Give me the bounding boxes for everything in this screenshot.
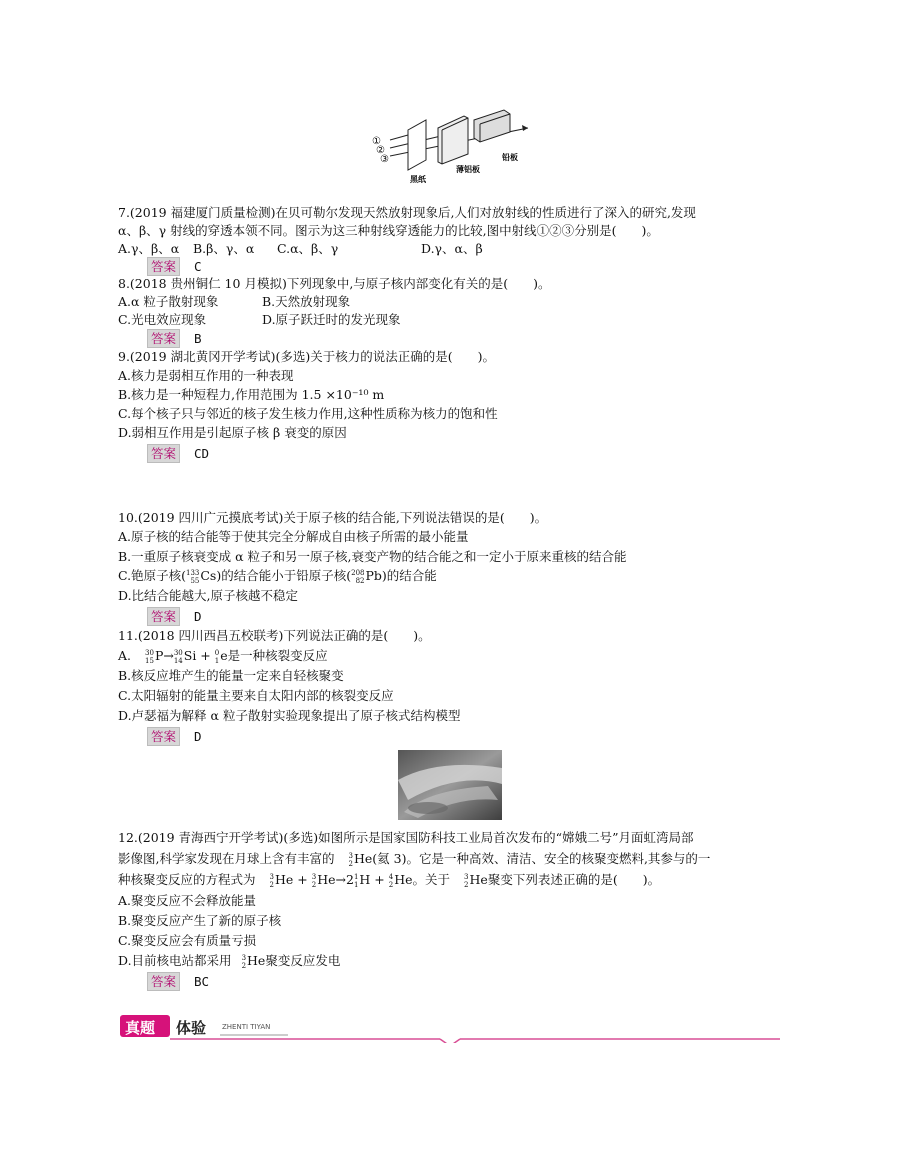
q9-option-b: B.核力是一种短程力,作用范围为 1.5 ×10⁻¹⁰ m [118, 387, 385, 402]
q7-stem-line1: 7.(2019 福建厦门质量检测)在贝可勒尔发现天然放射现象后,人们对放射线的性质进行了深入的研究,发现 [118, 205, 696, 220]
answer-badge: 答案 [147, 444, 180, 463]
q9-answer-value: CD [194, 445, 210, 461]
section-header-zhenti-tiyan [120, 1013, 780, 1043]
q11-option-c: C.太阳辐射的能量主要来自太阳内部的核裂变反应 [118, 688, 394, 703]
q12-answer [147, 972, 209, 990]
q11-stem: 11.(2018 四川西昌五校联考)下列说法正确的是( )。 [118, 628, 431, 643]
q10-option-d: D.比结合能越大,原子核越不稳定 [118, 588, 299, 603]
answer-badge: 答案 [147, 727, 180, 746]
penetration-diagram [368, 106, 538, 186]
ray-label-1: ① [372, 136, 381, 147]
q7-stem-line2: α、β、γ 射线的穿透本领不同。图示为这三种射线穿透能力的比较,图中射线①②③分别是( )。 [118, 223, 659, 238]
q12-option-d: D.目前核电站都采用 3 2 He聚变反应发电 [118, 953, 341, 970]
cs-nuclide-numbers: 133 55 [185, 568, 200, 585]
q9-stem: 9.(2019 湖北黄冈开学考试)(多选)关于核力的说法正确的是( )。 [118, 349, 495, 364]
section-title-zhenti: 真题 [125, 1019, 156, 1037]
q10-answer-value: D [194, 608, 202, 624]
ray-label-3: ③ [380, 154, 389, 165]
moon-surface-image [398, 750, 502, 820]
arrow-icon: → [335, 872, 346, 887]
q11-option-d: D.卢瑟福为解释 α 粒子散射实验现象提出了原子核式结构模型 [118, 708, 461, 723]
q8-options-row2 [118, 311, 401, 329]
q8-answer [147, 329, 202, 347]
q8-options-row1 [118, 293, 350, 311]
answer-badge: 答案 [147, 257, 180, 276]
q8-option-c: C.光电效应现象 [118, 312, 207, 327]
answer-badge: 答案 [147, 972, 180, 991]
q8-stem: 8.(2018 贵州铜仁 10 月模拟)下列现象中,与原子核内部变化有关的是( )。 [118, 276, 551, 291]
q10-stem: 10.(2019 四川广元摸底考试)关于原子核的结合能,下列说法错误的是( )。 [118, 510, 548, 525]
q8-option-d: D.原子跃迁时的发光现象 [262, 312, 401, 327]
q7-option-c: C.α、β、γ [277, 241, 339, 256]
q10-option-b: B.一重原子核衰变成 α 粒子和另一原子核,衰变产物的结合能之和一定小于原来重核的结合能 [118, 549, 627, 564]
q11-answer-value: D [194, 728, 202, 744]
q12-option-b: B.聚变反应产生了新的原子核 [118, 913, 282, 928]
q10-option-a: A.原子核的结合能等于使其完全分解成自由核子所需的最小能量 [118, 529, 469, 544]
arrow-icon: → [163, 648, 174, 663]
label-lead: 铅板 [502, 152, 518, 162]
q8-answer-value: B [194, 330, 202, 346]
q8-option-b: B.天然放射现象 [262, 294, 351, 309]
label-paper: 黑纸 [410, 174, 426, 184]
q7-option-a: A.γ、β、α [118, 241, 180, 256]
label-thin-al: 薄铝板 [456, 164, 480, 174]
cs-symbol: Cs [200, 568, 217, 583]
q12-stem-line1: 12.(2019 青海西宁开学考试)(多选)如图所示是国家国防科技工业局首次发布的“嫦娥二号”月面虹湾局部 [118, 830, 694, 845]
q12-answer-value: BC [194, 973, 210, 989]
answer-badge: 答案 [147, 329, 180, 348]
q12-stem-line3: 种核聚变反应的方程式为 3 2 He + 3 2 He→2 1 1 H + 4 2 He。关于 3 2 He聚变下列表述正确的是( )。 [118, 872, 661, 889]
q10-answer [147, 607, 202, 625]
q9-answer [147, 444, 209, 462]
q11-option-a: A. 30 15 P→ 30 14 Si + 0 1 e是一种核裂变反应 [118, 648, 328, 665]
q7-answer-value: C [194, 258, 202, 274]
q7-options [118, 240, 483, 258]
q12-option-c: C.聚变反应会有质量亏损 [118, 933, 257, 948]
q10-option-c: C.铯原子核( 133 55 Cs)的结合能小于铅原子核( 208 82 Pb)的结合能 [118, 568, 437, 585]
q12-stem-line2: 影像图,科学家发现在月球上含有丰富的 3 2 He(氦 3)。它是一种高效、清洁、安全的核聚变燃料,其参与的一 [118, 851, 711, 868]
pb-symbol: Pb [365, 568, 382, 583]
q11-answer [147, 727, 202, 745]
answer-badge: 答案 [147, 607, 180, 626]
q12-option-a: A.聚变反应不会释放能量 [118, 893, 257, 908]
pb-nuclide-numbers: 208 82 [351, 568, 365, 585]
q7-option-d: D.γ、α、β [421, 241, 483, 256]
q9-option-a: A.核力是弱相互作用的一种表现 [118, 368, 294, 383]
q7-option-b: B.β、γ、α [193, 241, 255, 256]
q11-option-b: B.核反应堆产生的能量一定来自轻核聚变 [118, 668, 344, 683]
q9-option-d: D.弱相互作用是引起原子核 β 衰变的原因 [118, 425, 347, 440]
q7-answer [147, 257, 202, 275]
q10-option-c-text: C.铯原子核( [118, 568, 186, 583]
section-title-tiyan: 体验 [176, 1019, 207, 1037]
q9-option-c: C.每个核子只与邻近的核子发生核力作用,这种性质称为核力的饱和性 [118, 406, 498, 421]
section-title-pinyin: ZHENTI TIYAN [222, 1023, 271, 1031]
ray-label-2: ② [376, 145, 385, 156]
q8-option-a: A.α 粒子散射现象 [118, 294, 219, 309]
